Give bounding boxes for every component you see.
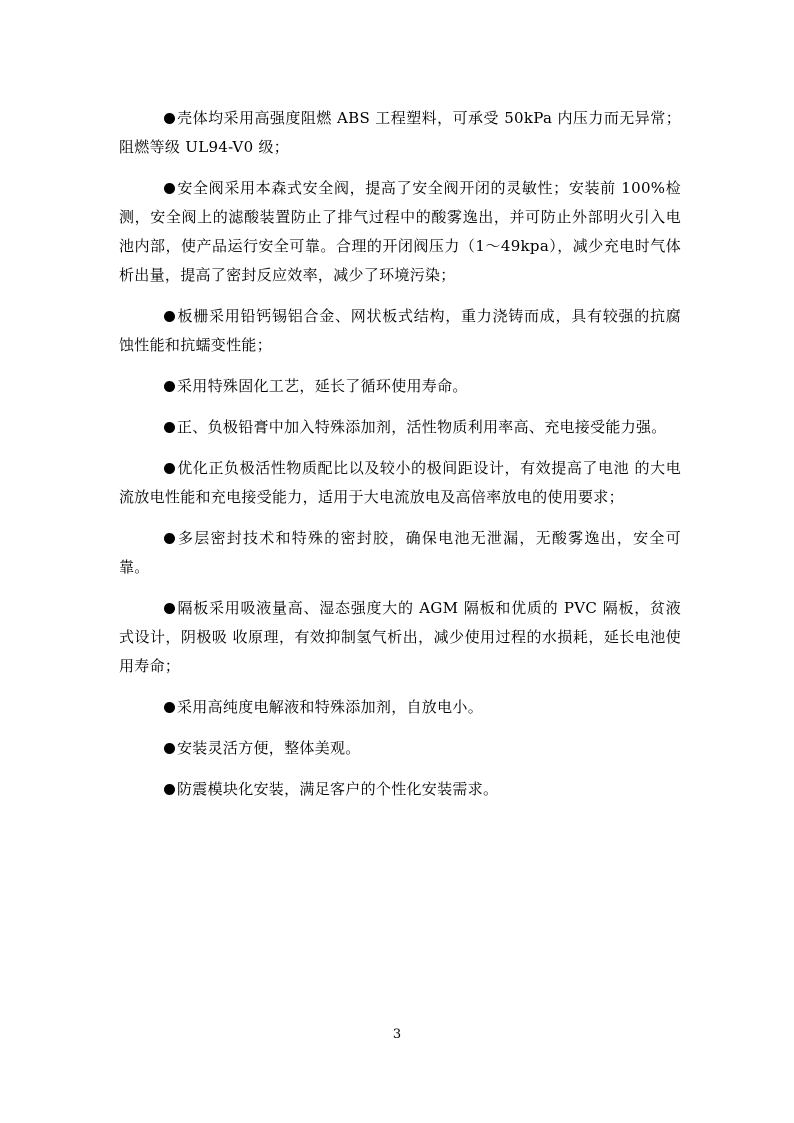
paragraph-text: 安装灵活方便，整体美观。 — [177, 739, 361, 757]
feature-paragraph-active-material — [119, 454, 681, 512]
bullet-icon — [164, 183, 175, 194]
paragraph-text: 优化正负极活性物质配比以及较小的极间距设计，有效提高了电池 的大电流放电性能和充电接受能力，适用于大电流放电及高倍率放电的使用要求； — [119, 459, 681, 506]
page-number: 3 — [392, 1027, 402, 1042]
paragraph-text: 多层密封技术和特殊的密封胶，确保电池无泄漏，无酸雾逸出，安全可靠。 — [119, 529, 681, 576]
bullet-icon — [164, 463, 175, 474]
paragraph-text: 采用高纯度电解液和特殊添加剂，自放电小。 — [177, 698, 484, 716]
bullet-icon — [164, 533, 175, 544]
paragraph-text: 防震模块化安装，满足客户的个性化安装需求。 — [177, 780, 499, 798]
bullet-icon — [164, 381, 175, 392]
bullet-icon — [164, 603, 175, 614]
bullet-icon — [164, 311, 175, 322]
feature-paragraph-housing — [119, 104, 681, 162]
bullet-icon — [164, 743, 175, 754]
feature-paragraph-paste — [119, 413, 681, 442]
bullet-icon — [164, 113, 175, 124]
feature-paragraph-curing — [119, 372, 681, 401]
paragraph-text: 板栅采用铅钙锡铝合金、网状板式结构，重力浇铸而成，具有较强的抗腐蚀性能和抗蠕变性能； — [119, 307, 681, 354]
document-body — [119, 104, 681, 816]
feature-paragraph-shockproof — [119, 775, 681, 804]
bullet-icon — [164, 702, 175, 713]
bullet-icon — [164, 422, 175, 433]
bullet-icon — [164, 784, 175, 795]
paragraph-text: 正、负极铅膏中加入特殊添加剂，活性物质利用率高、充电接受能力强。 — [177, 418, 667, 436]
feature-paragraph-safety-valve — [119, 174, 681, 290]
feature-paragraph-electrolyte — [119, 693, 681, 722]
feature-paragraph-installation — [119, 734, 681, 763]
paragraph-text: 隔板采用吸液量高、湿态强度大的 AGM 隔板和优质的 PVC 隔板，贫液式设计，阴极吸 收原理，有效抑制氢气析出，减少使用过程的水损耗，延长电池使用寿命； — [119, 599, 681, 675]
feature-paragraph-grid — [119, 302, 681, 360]
paragraph-text: 安全阀采用本森式安全阀，提高了安全阀开闭的灵敏性；安装前 100%检测，安全阀上的滤酸装置防止了排气过程中的酸雾逸出，并可防止外部明火引入电池内部，使产品运行安全可靠。合理的开闭阀压力（1～49kpa），减少充电时气体析出量，提高了密封反应效率，减少了环境污染； — [119, 179, 681, 284]
paragraph-text: 壳体均采用高强度阻燃 ABS 工程塑料，可承受 50kPa 内压力而无异常；阻燃等级 UL94-V0 级； — [119, 109, 681, 156]
feature-paragraph-separator — [119, 594, 681, 681]
feature-paragraph-sealing — [119, 524, 681, 582]
paragraph-text: 采用特殊固化工艺，延长了循环使用寿命。 — [177, 377, 468, 395]
